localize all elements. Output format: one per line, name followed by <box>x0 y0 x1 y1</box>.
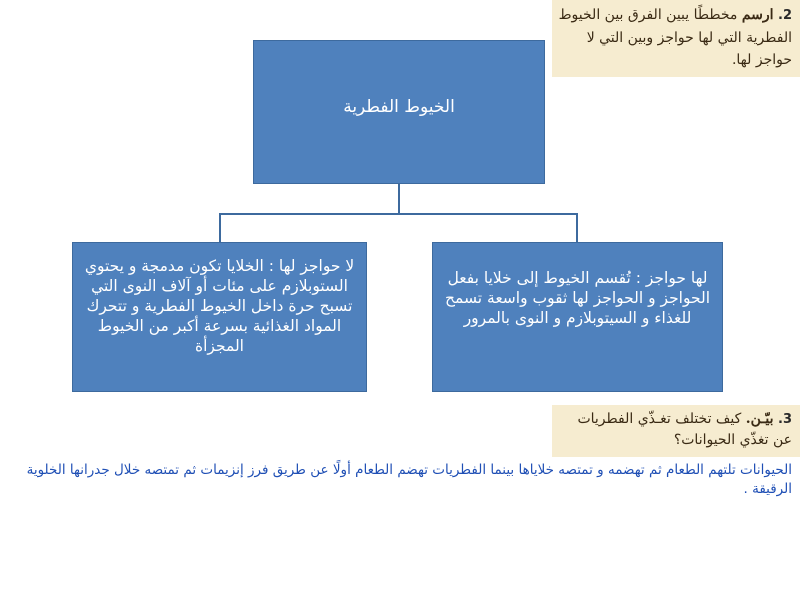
diagram-no-septa-box <box>72 242 367 392</box>
question-2-text: مخططًا يبين الفرق بين الخيوط الفطرية التي لها حواجز وبين التي لا حواجز لها. <box>558 7 792 68</box>
diagram-root-box <box>253 40 545 184</box>
diagram-root-label: الخيوط الفطرية <box>343 97 455 117</box>
question-2-number: 2. <box>778 8 792 23</box>
question-3-number: 3. <box>778 412 792 427</box>
question-2-verb: ارسم <box>741 7 774 23</box>
question-3-text: كيف تختلف تغـذّي الفطريات عن تغذّي الحيوانات؟ <box>577 411 792 448</box>
diagram-septa-text: لها حواجز : تُقسم الخيوط إلى خلايا بفعل الحواجز و الحواجز لها ثقوب واسعة تسمح للغذاء و السيتوبلازم و النوى بالمرور <box>444 269 711 327</box>
diagram-no-septa-text: لا حواجز لها : الخلايا تكون مدمجة و يحتوي الستوبلازم على مئات أو آلاف النوى التي تسبح حرة داخل الخيوط الفطرية و تتحرك المواد الغذائية بسرعة أكبر من الخيوط المجزأة <box>84 257 355 355</box>
question-3-box <box>552 405 800 457</box>
diagram-septa-box <box>432 242 723 392</box>
answer-text: الحيوانات تلتهم الطعام ثم تهضمه و تمتصه خلاياها بينما الفطريات تهضم الطعام أولًا عن طريق فرز إنزيمات ثم تمتصه خلال جدرانها الخلوية الرقيقة . <box>26 462 792 497</box>
question-3-verb: بيّـن. <box>745 411 774 427</box>
